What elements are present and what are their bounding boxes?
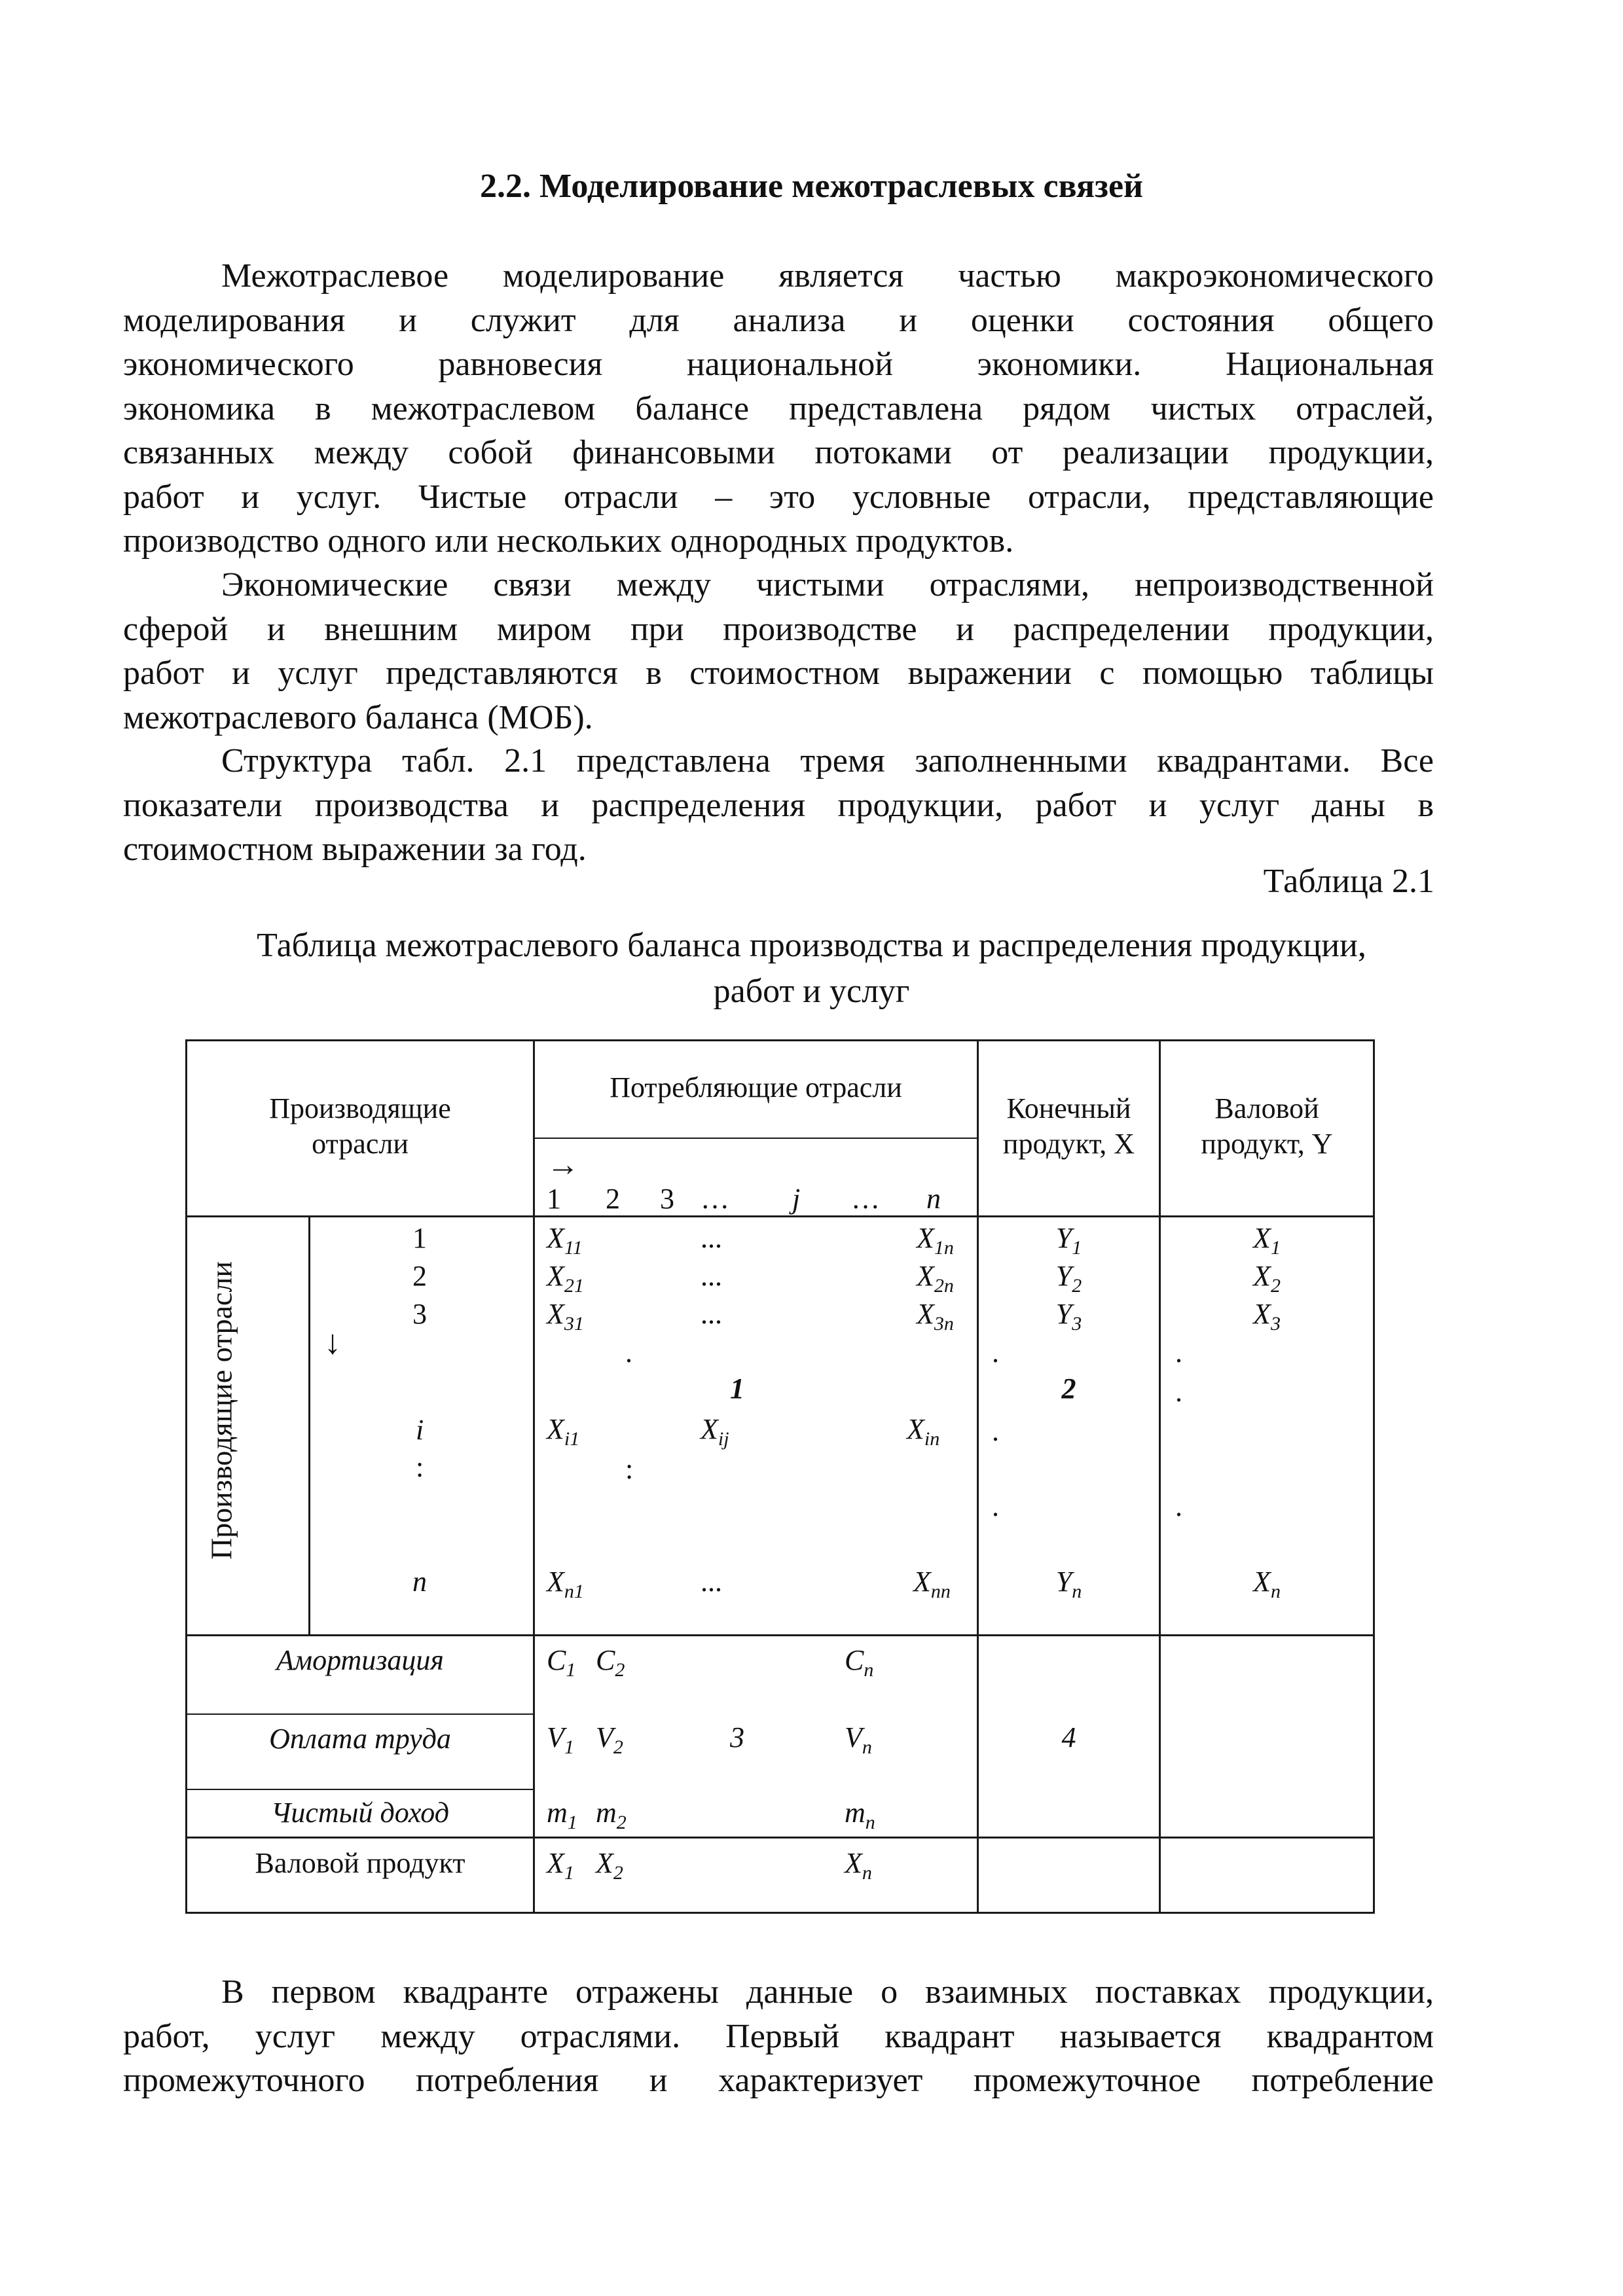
row-index: 3 (412, 1298, 427, 1330)
quadrant-label-1: 1 (730, 1372, 744, 1405)
text-line: работ и услуг. Чистые отрасли – это условные отрасли, представляющие (123, 478, 1434, 516)
text-line: Экономические связи между чистыми отраслями, непроизводственной (221, 566, 1434, 603)
cell-x2n: $X_{2n}$ (917, 1260, 954, 1297)
text-line: экономика в межотраслевом балансе представлена рядом чистых отраслей, (123, 389, 1434, 427)
cell-bottom-x1: $X_1$ (547, 1847, 574, 1884)
cell-x11: $X_{11}$ (547, 1222, 583, 1259)
cell-ellipsis: ... (701, 1222, 722, 1254)
cell-x31: $X_{31}$ (547, 1298, 584, 1335)
column-index: … (851, 1183, 880, 1215)
caption-line: Таблица межотраслевого баланса производства и распределения продукции, (257, 927, 1366, 964)
text-line: сферой и внешним миром при производстве и распределении продукции, (123, 610, 1434, 648)
header-producing-sectors: Производящие отрасли (269, 1092, 451, 1160)
paragraph-first-quadrant (123, 1970, 1434, 2103)
text-line: показатели производства и распределения продукции, работ и услуг даны в (123, 786, 1434, 824)
text-line: стоимостном выражении за год. (123, 831, 587, 868)
text-line: работ, услуг между отраслями. Первый квадрант называется квадрантом (123, 2017, 1434, 2055)
text-line: производство одного или нескольких однородных продуктов. (123, 522, 1014, 560)
cell-v1: $V_1$ (547, 1721, 574, 1758)
cell-colon: : (625, 1453, 634, 1485)
text-line: промежуточного потребления и характеризует промежуточное потребление (123, 2062, 1434, 2099)
paragraph-structure (123, 739, 1434, 872)
text-line: работ и услуг представляются в стоимостном выражении с помощью таблицы (123, 655, 1434, 692)
cell-v2: $V_2$ (596, 1721, 623, 1758)
cell-cn: $C_n$ (845, 1644, 874, 1681)
header-final-product: Конечный продукт, X (1002, 1092, 1135, 1160)
cell-c2: $C_2$ (596, 1644, 625, 1681)
cell-ellipsis: ... (701, 1566, 722, 1598)
paragraph-intro (123, 254, 1434, 564)
cell-gross-1: $X_1$ (1253, 1222, 1281, 1259)
cell-xi1: $X_{i1}$ (547, 1413, 580, 1450)
cell-dot: . (1175, 1490, 1182, 1522)
cell-xin: $X_{in}$ (907, 1413, 940, 1450)
column-index: 2 (606, 1183, 620, 1215)
cell-gross-n: $X_n$ (1253, 1566, 1281, 1602)
cell-dot: . (625, 1336, 632, 1369)
cell-y3: $Y_3$ (1055, 1298, 1082, 1335)
cell-dot: . (992, 1336, 999, 1369)
row-label-gross-product: Валовой продукт (255, 1847, 465, 1879)
text-line: Межотраслевое моделирование является частью макроэкономического (221, 257, 1434, 295)
cell-x3n: $X_{3n}$ (917, 1298, 954, 1335)
column-index: n (926, 1183, 941, 1215)
row-index: 2 (412, 1260, 427, 1292)
cell-dot: . (1175, 1336, 1182, 1369)
section-title: 2.2. Моделирование межотраслевых связей (479, 168, 1143, 205)
cell-y1: $Y_1$ (1055, 1222, 1082, 1259)
cell-dot: . (992, 1490, 999, 1522)
cell-mn: $m_n$ (845, 1797, 875, 1833)
column-index: 1 (547, 1183, 561, 1215)
header-consuming-sectors: Потребляющие отрасли (610, 1071, 902, 1103)
row-index: 1 (412, 1222, 427, 1254)
text-line: моделирования и служит для анализа и оценки состояния общего (123, 301, 1434, 339)
cell-c1: $C_1$ (547, 1644, 576, 1681)
arrow-down-icon: ↓ (324, 1324, 341, 1361)
cell-gross-2: $X_2$ (1253, 1260, 1281, 1297)
paragraph-economic-links (123, 563, 1434, 740)
cell-xnn: $X_{nn}$ (913, 1566, 951, 1602)
cell-dot: . (1175, 1376, 1182, 1408)
table-number: Таблица 2.1 (1263, 863, 1434, 900)
text-line: связанных между собой финансовыми потоками от реализации продукции, (123, 434, 1434, 471)
row-index: n (412, 1566, 427, 1598)
cell-yn: $Y_n$ (1055, 1566, 1082, 1602)
row-label-net-income: Чистый доход (271, 1797, 449, 1829)
cell-ellipsis: ... (701, 1298, 722, 1330)
cell-x1n: $X_{1n}$ (917, 1222, 954, 1259)
caption-line: работ и услуг (713, 973, 910, 1010)
row-index: i (416, 1414, 424, 1446)
arrow-right-icon: → (547, 1146, 579, 1183)
cell-m1: $m_1$ (547, 1797, 577, 1833)
cell-xn1: $X_{n1}$ (547, 1566, 584, 1602)
cell-m2: $m_2$ (596, 1797, 627, 1833)
column-index: j (792, 1183, 801, 1215)
text-line: экономического равновесия национальной экономики. Национальная (123, 346, 1434, 383)
text-line: В первом квадранте отражены данные о взаимных поставках продукции, (221, 1973, 1434, 2011)
table-caption (0, 923, 1623, 1014)
quadrant-label-3: 3 (730, 1721, 744, 1753)
column-index: 3 (660, 1183, 674, 1215)
cell-vn: $V_n$ (845, 1721, 872, 1758)
column-index: … (701, 1183, 729, 1215)
quadrant-label-2: 2 (1061, 1372, 1076, 1405)
cell-bottom-x2: $X_2$ (596, 1847, 623, 1884)
cell-gross-3: $X_3$ (1253, 1298, 1281, 1335)
header-gross-product: Валовой продукт, Y (1201, 1092, 1333, 1160)
cell-bottom-xn: $X_n$ (845, 1847, 872, 1884)
cell-ellipsis: ... (701, 1260, 722, 1292)
cell-dot: . (992, 1415, 999, 1447)
text-line: межотраслевого баланса (МОБ). (123, 698, 593, 736)
cell-y2: $Y_2$ (1055, 1260, 1082, 1297)
row-index: : (416, 1451, 424, 1483)
row-label-amortization: Амортизация (276, 1644, 444, 1676)
cell-xij: $X_{ij}$ (701, 1413, 729, 1450)
vertical-label-producing-sectors: Производящие отрасли (204, 1261, 238, 1560)
cell-x21: $X_{21}$ (547, 1260, 584, 1297)
text-line: Структура табл. 2.1 представлена тремя заполненными квадрантами. Все (221, 742, 1434, 780)
quadrant-label-4: 4 (1061, 1721, 1076, 1753)
row-label-wages: Оплата труда (269, 1723, 451, 1755)
